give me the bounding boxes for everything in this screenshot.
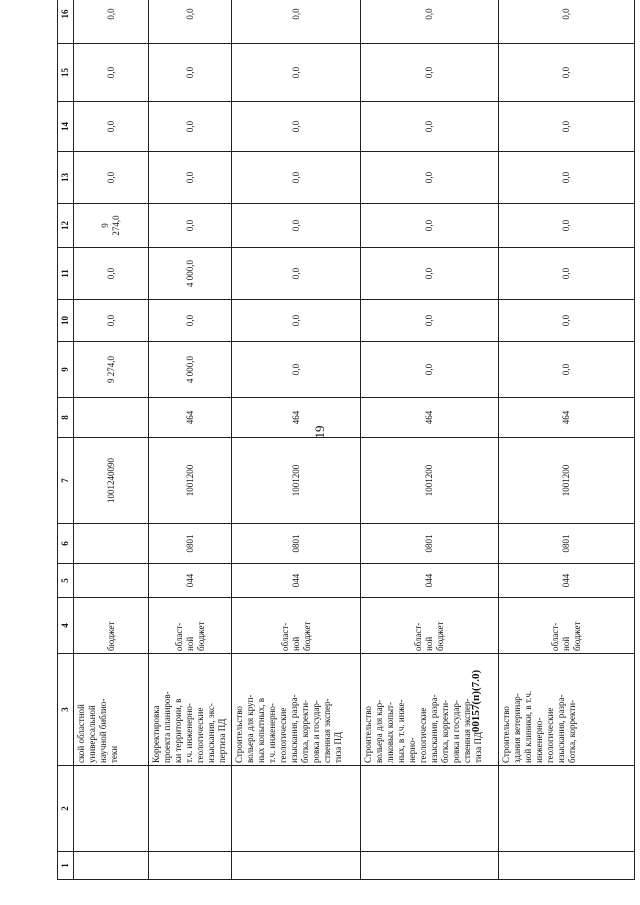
column-number-14: 14 (58, 102, 74, 152)
column-number-11: 11 (58, 248, 74, 300)
column-number-9: 9 (58, 342, 74, 398)
table-cell-col-9: 0,0 (499, 342, 635, 398)
table-cell-col-11: 0,0 (361, 248, 499, 300)
document-code: 00157(п)(7.0) (470, 669, 482, 733)
table-cell-col-2 (74, 766, 149, 852)
table-cell-col-2 (149, 766, 232, 852)
table-body (58, 0, 635, 880)
table-cell-col-5: 044 (232, 564, 361, 598)
table-cell-col-16: 0,0 (361, 0, 499, 44)
table-cell-col-16: 0,0 (499, 0, 635, 44)
table-cell-col-6: 0801 (149, 524, 232, 564)
table-cell-col-3: Строительство вольера для круп- ных копытных, в т.ч. инженерно- геологические изыскания, разра- ботка, корректи- ровка и государ- ственная экспер- тиза ПД (232, 654, 361, 766)
table-cell-col-8: 464 (499, 398, 635, 438)
table-cell-col-5: 044 (499, 564, 635, 598)
table-cell-col-5: 044 (149, 564, 232, 598)
table-cell-col-8 (74, 398, 149, 438)
table-cell-col-11: 0,0 (74, 248, 149, 300)
table-cell-col-12: 9 274,0 (74, 204, 149, 248)
table-cell-col-4: област- ной бюджет (232, 598, 361, 654)
table-cell-col-6: 0801 (499, 524, 635, 564)
table-cell-col-16: 0,0 (232, 0, 361, 44)
table-cell-col-4: област- ной бюджет (361, 598, 499, 654)
table-cell-col-3: Корректировка проекта планиров- ки территории, в т.ч. инженерно- геологические изыскания, экс- пертиза ПД (149, 654, 232, 766)
budget-table (57, 0, 635, 880)
table-cell-col-14: 0,0 (74, 102, 149, 152)
table-cell-col-11: 4 000,0 (149, 248, 232, 300)
table-cell-col-15: 0,0 (499, 44, 635, 102)
table-cell-col-2 (499, 766, 635, 852)
column-number-12: 12 (58, 204, 74, 248)
table-row (499, 0, 635, 880)
table-cell-col-14: 0,0 (499, 102, 635, 152)
table-cell-col-9: 9 274,0 (74, 342, 149, 398)
table-cell-col-8: 464 (149, 398, 232, 438)
table-cell-col-5 (74, 564, 149, 598)
table-cell-col-11: 0,0 (232, 248, 361, 300)
table-cell-col-11: 0,0 (499, 248, 635, 300)
table-row (74, 0, 149, 880)
table-cell-col-13: 0,0 (149, 152, 232, 204)
table-cell-col-5: 044 (361, 564, 499, 598)
table-cell-col-9: 4 000,0 (149, 342, 232, 398)
table-cell-col-1 (232, 852, 361, 880)
table-cell-col-13: 0,0 (74, 152, 149, 204)
column-number-10: 10 (58, 300, 74, 342)
table-cell-col-7: 1001200 (232, 438, 361, 524)
table-cell-col-13: 0,0 (361, 152, 499, 204)
table-cell-col-4: бюджет (74, 598, 149, 654)
table-cell-col-10: 0,0 (149, 300, 232, 342)
column-number-7: 7 (58, 438, 74, 524)
column-number-5: 5 (58, 564, 74, 598)
table-cell-col-10: 0,0 (499, 300, 635, 342)
table-cell-col-4: област- ной бюджет (499, 598, 635, 654)
column-number-3: 3 (58, 654, 74, 766)
table-cell-col-7: 1001240090 (74, 438, 149, 524)
table-cell-col-3: ской областной универсальной научной библио- теки (74, 654, 149, 766)
table-cell-col-14: 0,0 (149, 102, 232, 152)
column-number-2: 2 (58, 766, 74, 852)
table-cell-col-12: 0,0 (499, 204, 635, 248)
table-row (149, 0, 232, 880)
table-cell-col-16: 0,0 (74, 0, 149, 44)
table-cell-col-6: 0801 (232, 524, 361, 564)
table-cell-col-7: 1001200 (361, 438, 499, 524)
table-cell-col-9: 0,0 (232, 342, 361, 398)
table-cell-col-8: 464 (361, 398, 499, 438)
table-cell-col-10: 0,0 (361, 300, 499, 342)
page-number: 19 (312, 425, 327, 439)
table-cell-col-12: 0,0 (361, 204, 499, 248)
table-cell-col-7: 1001200 (149, 438, 232, 524)
table-cell-col-13: 0,0 (232, 152, 361, 204)
table-cell-col-14: 0,0 (232, 102, 361, 152)
table-cell-col-12: 0,0 (232, 204, 361, 248)
table-cell-col-7: 1001200 (499, 438, 635, 524)
table-cell-col-2 (232, 766, 361, 852)
table-cell-col-14: 0,0 (361, 102, 499, 152)
table-cell-col-10: 0,0 (232, 300, 361, 342)
table-row (232, 0, 361, 880)
table-cell-col-12: 0,0 (149, 204, 232, 248)
column-number-6: 6 (58, 524, 74, 564)
table-cell-col-1 (361, 852, 499, 880)
table-cell-col-15: 0,0 (361, 44, 499, 102)
table-cell-col-1 (149, 852, 232, 880)
table-cell-col-3: Строительство вольера для кар- ликовых копыт- ных, в т.ч. инже- нерно- геологические изыскания, разра- ботка, корректи- ровка и государ- ственная экспер- тиза ПД (361, 654, 499, 766)
column-number-16: 16 (58, 0, 74, 44)
table-cell-col-15: 0,0 (232, 44, 361, 102)
column-number-4: 4 (58, 598, 74, 654)
column-number-13: 13 (58, 152, 74, 204)
table-cell-col-6: 0801 (361, 524, 499, 564)
column-number-1: 1 (58, 852, 74, 880)
table-cell-col-4: област- ной бюджет (149, 598, 232, 654)
rotated-table-container (57, 8, 637, 880)
table-cell-col-3: Строительство здания ветеринар- ной клиники, в т.ч. инженерно- геологические изыскания, разра- ботка, корректи- (499, 654, 635, 766)
column-number-15: 15 (58, 44, 74, 102)
table-cell-col-13: 0,0 (499, 152, 635, 204)
table-cell-col-6 (74, 524, 149, 564)
table-cell-col-10: 0,0 (74, 300, 149, 342)
table-cell-col-1 (74, 852, 149, 880)
header-row (58, 0, 74, 880)
table-cell-col-16: 0,0 (149, 0, 232, 44)
table-cell-col-8: 464 (232, 398, 361, 438)
table-cell-col-1 (499, 852, 635, 880)
table-cell-col-15: 0,0 (149, 44, 232, 102)
column-number-8: 8 (58, 398, 74, 438)
table-cell-col-15: 0,0 (74, 44, 149, 102)
table-cell-col-9: 0,0 (361, 342, 499, 398)
